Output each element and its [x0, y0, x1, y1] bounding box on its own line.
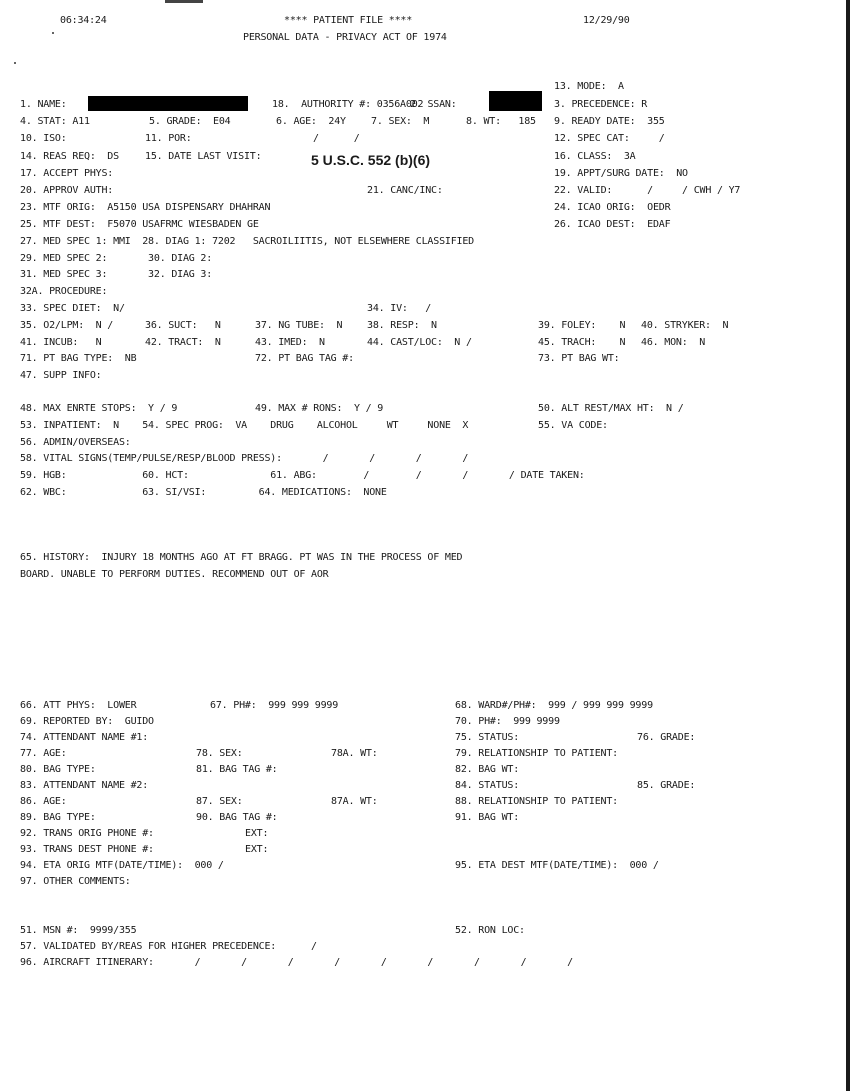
- field-93-ext: EXT:: [245, 844, 269, 855]
- field-11: 11. POR:: [145, 133, 192, 144]
- field-86: 86. AGE:: [20, 796, 67, 807]
- field-13: 13. MODE: A: [554, 81, 624, 92]
- field-95: 95. ETA DEST MTF(DATE/TIME): 000 /: [455, 860, 659, 871]
- field-81: 81. BAG TAG #:: [196, 764, 278, 775]
- name-redaction: [88, 96, 248, 111]
- field-59-61: 59. HGB: 60. HCT: 61. ABG: / / / / DATE TAKEN:: [20, 470, 585, 481]
- field-70: 70. PH#: 999 9999: [455, 716, 560, 727]
- field-35: 35. O2/LPM: N /: [20, 320, 114, 331]
- field-9: 9. READY DATE: 355: [554, 116, 665, 127]
- field-87a: 87A. WT:: [331, 796, 378, 807]
- field-7: 7. SEX: M: [371, 116, 430, 127]
- field-77: 77. AGE:: [20, 748, 67, 759]
- field-2: 2. SSAN:: [410, 99, 457, 110]
- field-8: 8. WT: 185: [466, 116, 536, 127]
- field-20: 20. APPROV AUTH:: [20, 185, 114, 196]
- field-49: 49. MAX # RONS: Y / 9: [255, 403, 384, 414]
- field-10: 10. ISO:: [20, 133, 67, 144]
- field-14: 14. REAS REQ: DS: [20, 151, 119, 162]
- field-82: 82. BAG WT:: [455, 764, 520, 775]
- header-subtitle: PERSONAL DATA - PRIVACY ACT OF 1974: [243, 32, 447, 43]
- scan-speck: [14, 62, 16, 64]
- field-39: 39. FOLEY: N: [538, 320, 626, 331]
- field-29-30: 29. MED SPEC 2: 30. DIAG 2:: [20, 253, 213, 264]
- field-91: 91. BAG WT:: [455, 812, 520, 823]
- field-3: 3. PRECEDENCE: R: [554, 99, 648, 110]
- field-23: 23. MTF ORIG: A5150 USA DISPENSARY DHAHRAN: [20, 202, 271, 213]
- field-34: 34. IV: /: [367, 303, 432, 314]
- field-66: 66. ATT PHYS: LOWER: [20, 700, 137, 711]
- scan-speck: [52, 32, 54, 34]
- field-90: 90. BAG TAG #:: [196, 812, 278, 823]
- field-38: 38. RESP: N: [367, 320, 437, 331]
- field-53-54: 53. INPATIENT: N 54. SPEC PROG: VA DRUG ALCOHOL WT NONE X: [20, 420, 469, 431]
- field-6: 6. AGE: 24Y: [276, 116, 346, 127]
- field-69: 69. REPORTED BY: GUIDO: [20, 716, 154, 727]
- field-80: 80. BAG TYPE:: [20, 764, 96, 775]
- field-18: 18. AUTHORITY #: 0356A002: [272, 99, 424, 110]
- field-19: 19. APPT/SURG DATE: NO: [554, 168, 688, 179]
- field-83: 83. ATTENDANT NAME #2:: [20, 780, 149, 791]
- field-97: 97. OTHER COMMENTS:: [20, 876, 131, 887]
- field-24: 24. ICAO ORIG: OEDR: [554, 202, 671, 213]
- field-88: 88. RELATIONSHIP TO PATIENT:: [455, 796, 618, 807]
- field-27-28: 27. MED SPEC 1: MMI 28. DIAG 1: 7202 SACROILIITIS, NOT ELSEWHERE CLASSIFIED: [20, 236, 474, 247]
- field-75: 75. STATUS:: [455, 732, 520, 743]
- field-85: 85. GRADE:: [637, 780, 696, 791]
- field-21: 21. CANC/INC:: [367, 185, 443, 196]
- field-43: 43. IMED: N: [255, 337, 325, 348]
- field-45: 45. TRACH: N: [538, 337, 626, 348]
- header-time: 06:34:24: [60, 15, 107, 26]
- field-4: 4. STAT: A11: [20, 116, 90, 127]
- ssan-redaction: [489, 91, 542, 111]
- field-92: 92. TRANS ORIG PHONE #:: [20, 828, 154, 839]
- field-76: 76. GRADE:: [637, 732, 696, 743]
- field-96: 96. AIRCRAFT ITINERARY: / / / / / / / / /: [20, 957, 573, 968]
- header-date: 12/29/90: [583, 15, 630, 26]
- field-68: 68. WARD#/PH#: 999 / 999 999 9999: [455, 700, 653, 711]
- field-56: 56. ADMIN/OVERSEAS:: [20, 437, 131, 448]
- field-36: 36. SUCT: N: [145, 320, 221, 331]
- field-40: 40. STRYKER: N: [641, 320, 729, 331]
- field-50: 50. ALT REST/MAX HT: N /: [538, 403, 684, 414]
- field-94: 94. ETA ORIG MTF(DATE/TIME): 000 /: [20, 860, 224, 871]
- field-25: 25. MTF DEST: F5070 USAFRMC WIESBADEN GE: [20, 219, 259, 230]
- field-42: 42. TRACT: N: [145, 337, 221, 348]
- field-58: 58. VITAL SIGNS(TEMP/PULSE/RESP/BLOOD PRESS): / / / /: [20, 453, 469, 464]
- field-5: 5. GRADE: E04: [149, 116, 231, 127]
- field-51: 51. MSN #: 9999/355: [20, 925, 137, 936]
- field-48: 48. MAX ENRTE STOPS: Y / 9: [20, 403, 178, 414]
- field-79: 79. RELATIONSHIP TO PATIENT:: [455, 748, 618, 759]
- field-44: 44. CAST/LOC: N /: [367, 337, 472, 348]
- field-16: 16. CLASS: 3A: [554, 151, 636, 162]
- field-12: 12. SPEC CAT: /: [554, 133, 665, 144]
- history-line-2: BOARD. UNABLE TO PERFORM DUTIES. RECOMMEND OUT OF AOR: [20, 569, 329, 580]
- field-46: 46. MON: N: [641, 337, 706, 348]
- field-92-ext: EXT:: [245, 828, 269, 839]
- field-57: 57. VALIDATED BY/REAS FOR HIGHER PRECEDENCE: /: [20, 941, 317, 952]
- scan-edge: [846, 0, 850, 1091]
- field-89: 89. BAG TYPE:: [20, 812, 96, 823]
- field-73: 73. PT BAG WT:: [538, 353, 620, 364]
- field-31-32: 31. MED SPEC 3: 32. DIAG 3:: [20, 269, 213, 280]
- field-41: 41. INCUB: N: [20, 337, 102, 348]
- field-1: 1. NAME:: [20, 99, 67, 110]
- field-17: 17. ACCEPT PHYS:: [20, 168, 114, 179]
- history-line-1: 65. HISTORY: INJURY 18 MONTHS AGO AT FT BRAGG. PT WAS IN THE PROCESS OF MED: [20, 552, 463, 563]
- field-52: 52. RON LOC:: [455, 925, 525, 936]
- field-32a: 32A. PROCEDURE:: [20, 286, 108, 297]
- field-84: 84. STATUS:: [455, 780, 520, 791]
- field-93: 93. TRANS DEST PHONE #:: [20, 844, 154, 855]
- field-47: 47. SUPP INFO:: [20, 370, 102, 381]
- field-87: 87. SEX:: [196, 796, 243, 807]
- field-74: 74. ATTENDANT NAME #1:: [20, 732, 149, 743]
- field-15: 15. DATE LAST VISIT:: [145, 151, 262, 162]
- field-71: 71. PT BAG TYPE: NB: [20, 353, 137, 364]
- field-11-value: / /: [313, 133, 360, 144]
- field-37: 37. NG TUBE: N: [255, 320, 343, 331]
- field-78a: 78A. WT:: [331, 748, 378, 759]
- field-78: 78. SEX:: [196, 748, 243, 759]
- field-22: 22. VALID: / / CWH / Y7: [554, 185, 741, 196]
- field-26: 26. ICAO DEST: EDAF: [554, 219, 671, 230]
- field-72: 72. PT BAG TAG #:: [255, 353, 354, 364]
- foia-exemption-stamp: 5 U.S.C. 552 (b)(6): [311, 152, 431, 168]
- field-67: 67. PH#: 999 999 9999: [210, 700, 339, 711]
- field-33: 33. SPEC DIET: N/: [20, 303, 125, 314]
- field-62-64: 62. WBC: 63. SI/VSI: 64. MEDICATIONS: NONE: [20, 487, 387, 498]
- scan-mark: [165, 0, 203, 3]
- field-55: 55. VA CODE:: [538, 420, 608, 431]
- header-title: **** PATIENT FILE ****: [284, 15, 413, 26]
